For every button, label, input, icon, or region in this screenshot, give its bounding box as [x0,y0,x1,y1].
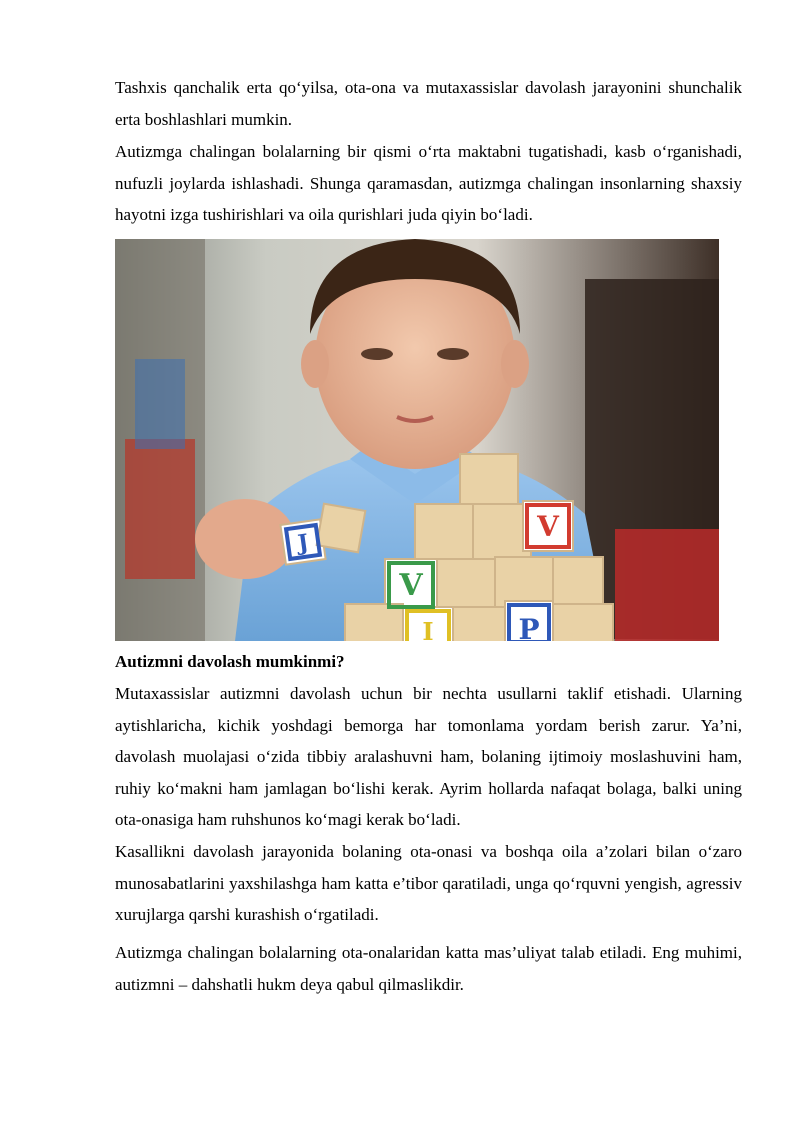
block-letter-i: I [422,617,434,641]
paragraph-diagnosis: Tashxis qanchalik erta qo‘yilsa, ota-ona va mutaxassislar davolash jarayonini shunchalik erta boshlashlari mumkin. [115,78,742,129]
block-letter-p: P [518,613,540,641]
block-letter-v-green: V [399,568,423,603]
photo-child-with-blocks [115,239,719,641]
paragraph-family-relations: Kasallikni davolash jarayonida bolaning ota-onasi va boshqa oila a’zolari bilan o‘zaro munosabatlarini yaxshilashga ham katta e’tibor qaratiladi, unga qo‘rquvni yengish, agressiv xurujlarga qarshi kurashish o‘rgatiladi. [115,842,742,924]
block-letter-v-red: V [537,510,559,543]
block-letter-j: J [296,529,311,557]
paragraph-parents-responsibility: Autizmga chalingan bolalarning ota-onalaridan katta mas’uliyat talab etiladi. Eng muhimi, autizmni – dahshatli hukm deya qabul qilmaslikdir. [115,943,742,994]
paragraph-treatment-methods: Mutaxassislar autizmni davolash uchun bir nechta usullarni taklif etishadi. Ularning aytishlaricha, kichik yoshdagi bemorga har tomonlama yordam berish zarur. Ya’ni, davolash muolajasi o‘zida tibbiy aralashuvni ham, bolaning ijtimoiy moslashuvini ham, ruhiy ko‘makni ham jamlagan bo‘lishi kerak. Ayrim hollarda nafaqat bolaga, balki uning ota-onasiga ham ruhshunos ko‘magi kerak bo‘ladi. [115,684,742,829]
paragraph-outcomes: Autizmga chalingan bolalarning bir qismi o‘rta maktabni tugatishadi, kasb o‘rganishadi, nufuzli joylarda ishlashadi. Shunga qaramasdan, autizmga chalingan insonlarning shaxsiy hayotni izga tushirishlari va oila qurishlari juda qiyin bo‘ladi. [115,142,742,224]
section-heading: Autizmni davolash mumkinmi? [115,652,345,671]
